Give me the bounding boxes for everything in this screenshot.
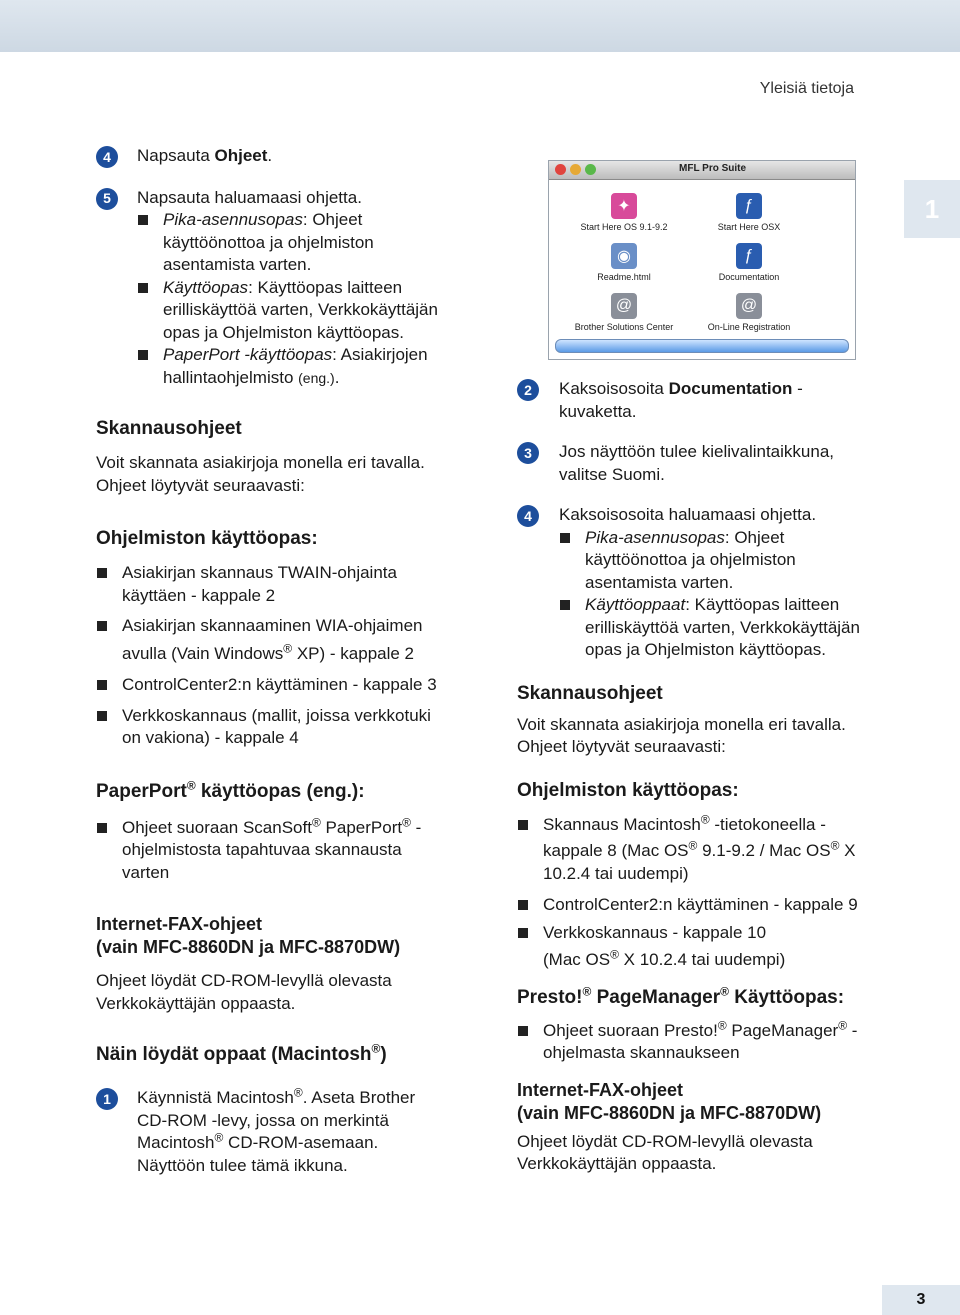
step-number-badge: 4 <box>517 505 539 527</box>
documentation-item[interactable]: ƒ Documentation <box>699 243 799 282</box>
step-3-right: 3 Jos näyttöön tulee kielivalintaikkuna, valitse Suomi. <box>517 441 889 486</box>
scan-text: Voit skannata asiakirjoja monella eri tavalla. <box>96 453 425 472</box>
chapter-tab: 1 <box>904 180 960 238</box>
step-4-left: 4 Napsauta Ohjeet. <box>96 145 486 168</box>
presto-heading: Presto!® PageManager® Käyttöopas: <box>517 984 845 1008</box>
list-item: Pika-asennusopas: Ohjeet käyttöönottoa ja ohjelmiston asentamista varten. <box>137 209 486 277</box>
list-item: Asiakirjan skannaaminen WIA-ohjaimen avulla (Vain Windows® XP) - kappale 2 <box>96 615 486 665</box>
scan-text: Voit skannata asiakirjoja monella eri tavalla. <box>517 714 846 734</box>
minimize-icon[interactable] <box>570 164 581 175</box>
list-item: Käyttöoppaat: Käyttöopas laitteen erilliskäyttöä varten, Verkkokäyttäjän opas ja Ohjelmiston käyttöopas. <box>559 594 889 662</box>
html-file-icon: ◉ <box>611 243 637 269</box>
running-title: Yleisiä tietoja <box>759 80 854 97</box>
step-2-right: 2 Kaksoisosoita Documentation - kuvaketta. <box>517 378 889 423</box>
paperport-heading: PaperPort® käyttöopas (eng.): <box>96 778 365 802</box>
list-item: Skannaus Macintosh® -tietokoneella - kappale 8 (Mac OS® 9.1-9.2 / Mac OS® X 10.2.4 tai uudempi) <box>517 814 889 886</box>
software-heading: Ohjelmiston käyttöopas: <box>96 528 318 549</box>
flash-icon: ƒ <box>736 243 762 269</box>
ifax-text: Verkkokäyttäjän oppaasta. <box>517 1154 717 1173</box>
web-link-icon: @ <box>611 293 637 319</box>
step-1-left: 1 Käynnistä Macintosh®. Aseta Brother CD-ROM -levy, jossa on merkintä Macintosh® CD-ROM-asemaan. Näyttöön tulee tämä ikkuna. <box>96 1087 486 1177</box>
start-here-osx-item[interactable]: ƒ Start Here OSX <box>699 193 799 232</box>
list-item: Pika-asennusopas: Ohjeet käyttöönottoa ja ohjelmiston asentamista varten. <box>559 527 889 595</box>
start-here-os9-item[interactable]: ✦ Start Here OS 9.1-9.2 <box>574 193 674 232</box>
close-icon[interactable] <box>555 164 566 175</box>
brother-solutions-center-item[interactable]: @ Brother Solutions Center <box>574 293 674 332</box>
page-number: 3 <box>882 1285 960 1315</box>
scan-heading: Skannausohjeet <box>517 682 663 704</box>
macintosh-heading: Näin löydät oppaat (Macintosh®) <box>96 1041 387 1065</box>
step-5-left: 5 Napsauta haluamaasi ohjetta. Pika-asennusopas: Ohjeet käyttöönottoa ja ohjelmiston asentamista varten. Käyttöopas: Käyttöopas laitteen erilliskäyttöä varten, Verkkokäyttäjän opas ja Ohjelmiston käyttöopas. PaperPort -käyttöopas: Asiakirjojen hallintaohjelmisto (eng.). <box>96 187 486 390</box>
ifax-text: Ohjeet löydät CD-ROM-levyllä olevasta <box>96 971 392 990</box>
step-number-badge: 4 <box>96 146 118 168</box>
step-number-badge: 2 <box>517 379 539 401</box>
top-banner <box>0 0 960 52</box>
list-item: ControlCenter2:n käyttäminen - kappale 9 <box>517 894 889 917</box>
scan-text: Ohjeet löytyvät seuraavasti: <box>96 475 305 495</box>
ifax-text: Ohjeet löydät CD-ROM-levyllä olevasta <box>517 1131 813 1151</box>
window-titlebar <box>549 161 855 180</box>
step-number-badge: 5 <box>96 188 118 210</box>
web-link-icon: @ <box>736 293 762 319</box>
window-title: MFL Pro Suite <box>679 163 747 174</box>
left-column <box>96 145 486 1177</box>
list-item: ControlCenter2:n käyttäminen - kappale 3 <box>96 674 486 697</box>
ifax-text: Verkkokäyttäjän oppaasta. <box>96 993 296 1013</box>
list-item: Käyttöopas: Käyttöopas laitteen erilliskäyttöä varten, Verkkokäyttäjän opas ja Ohjelmiston käyttöopas. <box>137 277 486 345</box>
list-item: Ohjeet suoraan ScanSoft® PaperPort® - ohjelmistosta tapahtuvaa skannausta varten <box>96 817 486 885</box>
list-item: Asiakirjan skannaus TWAIN-ohjainta käyttäen - kappale 2 <box>96 562 486 607</box>
ifax-heading: Internet-FAX-ohjeet (vain MFC-8860DN ja MFC-8870DW) <box>96 914 401 957</box>
ifax-heading: Internet-FAX-ohjeet (vain MFC-8860DN ja MFC-8870DW) <box>517 1079 822 1123</box>
scan-text: Ohjeet löytyvät seuraavasti: <box>517 737 726 756</box>
online-registration-item[interactable]: @ On-Line Registration <box>699 293 799 332</box>
software-heading: Ohjelmiston käyttöopas: <box>517 779 739 801</box>
start-here-icon: ✦ <box>611 193 637 219</box>
step-4-right: 4 Kaksoisosoita haluamaasi ohjetta. Pika-asennusopas: Ohjeet käyttöönottoa ja ohjelmiston asentamista varten. Käyttöoppaat: Käyttöopas laitteen erilliskäyttöä varten, Verkkokäyttäjän opas ja Ohjelmiston käyttöopas. <box>517 504 889 662</box>
mfl-pro-suite-window <box>548 160 856 360</box>
horizontal-scrollbar[interactable] <box>555 339 849 353</box>
list-item: Verkkoskannaus - kappale 10 (Mac OS® X 10.2.4 tai uudempi) <box>517 922 889 972</box>
zoom-icon[interactable] <box>585 164 596 175</box>
right-column <box>517 378 889 1176</box>
scan-heading: Skannausohjeet <box>96 418 242 439</box>
list-item: Ohjeet suoraan Presto!® PageManager® - ohjelmasta skannaukseen <box>517 1020 889 1065</box>
readme-item[interactable]: ◉ Readme.html <box>574 243 674 282</box>
step-number-badge: 1 <box>96 1088 118 1110</box>
list-item: Verkkoskannaus (mallit, joissa verkkotuki on vakiona) - kappale 4 <box>96 705 486 750</box>
list-item: PaperPort -käyttöopas: Asiakirjojen hallintaohjelmisto (eng.). <box>137 344 486 389</box>
step-number-badge: 3 <box>517 442 539 464</box>
flash-icon: ƒ <box>736 193 762 219</box>
